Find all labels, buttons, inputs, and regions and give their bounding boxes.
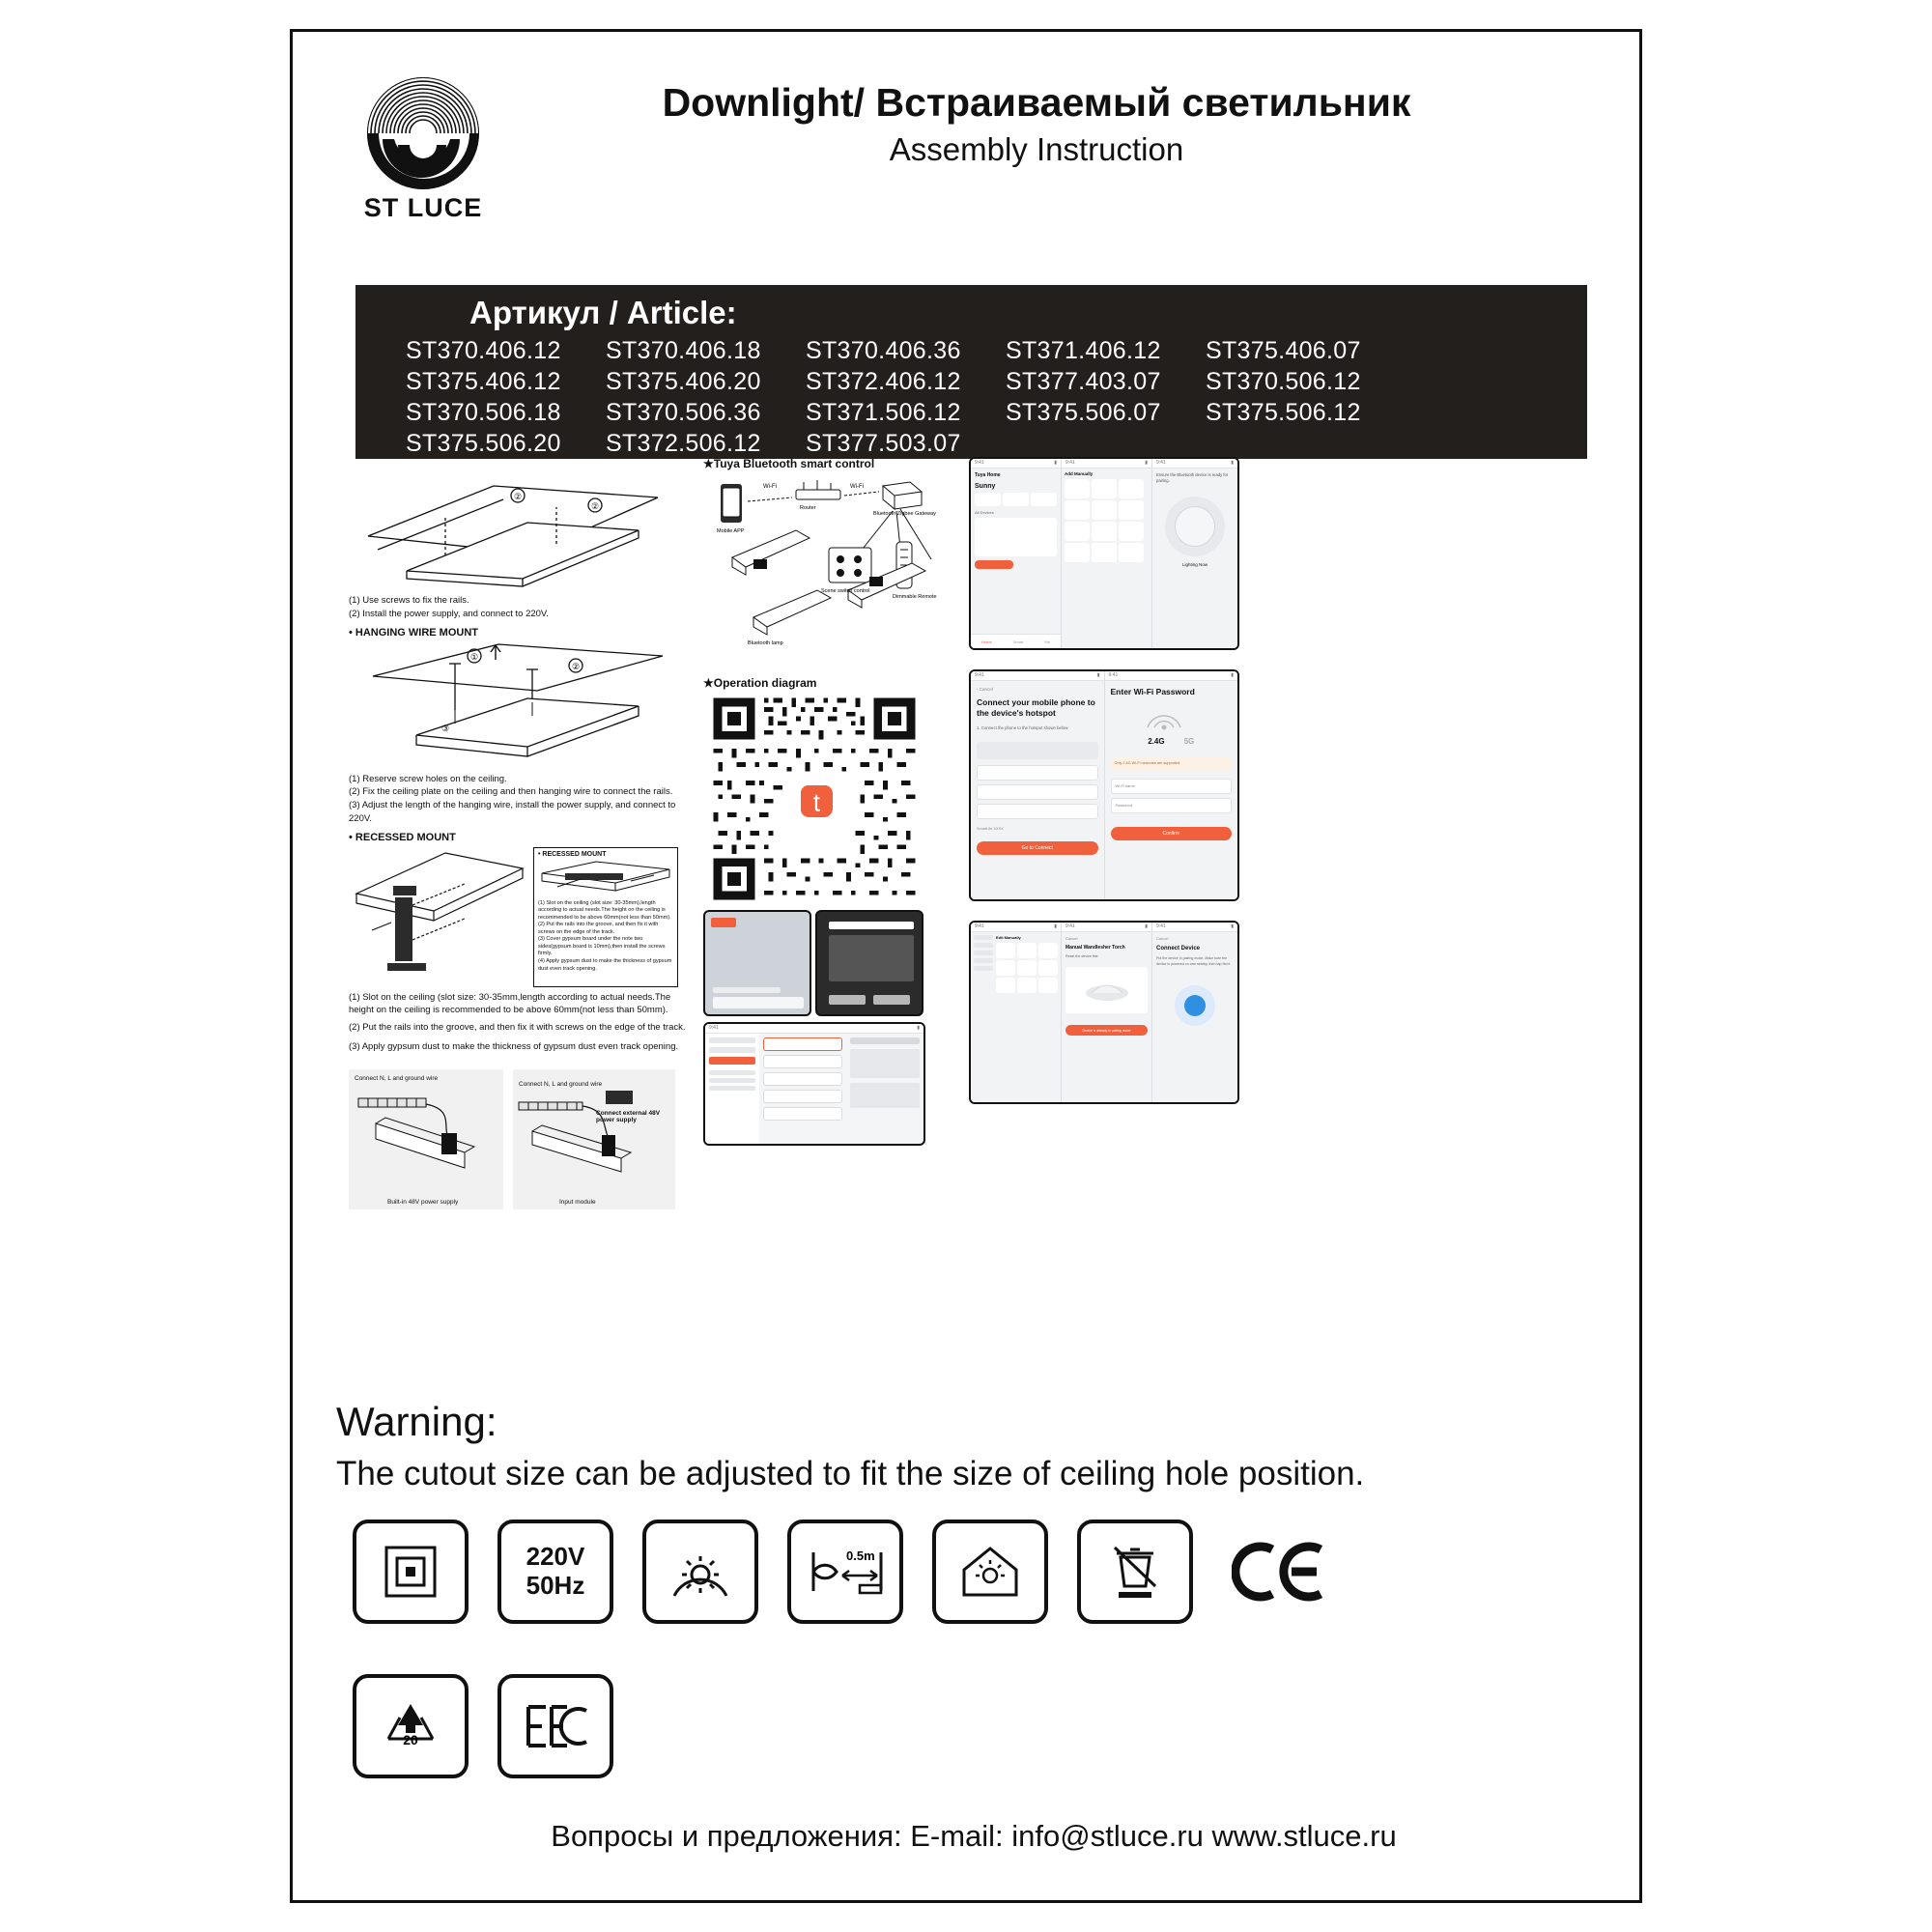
- wiring-figures: [349, 1069, 687, 1209]
- header-titles: [515, 80, 1558, 168]
- svg-text:Bluetooth Zigbee Gateway: Bluetooth Zigbee Gateway: [873, 511, 936, 517]
- svg-text:③: ③: [441, 723, 450, 733]
- recessed-inset-step-2: (2) Put the rails into the groove, and then fix it with screws on the edge of the track.: [538, 922, 659, 935]
- class-ii-insulation-icon: [353, 1520, 469, 1624]
- recessed-inset-title: • RECESSED MOUNT: [538, 850, 607, 858]
- add-device-button[interactable]: [975, 560, 1013, 569]
- article-code: ST370.506.36: [606, 399, 761, 426]
- app-pairing-screens: 9:41 ▮ Edit Manually 9:41 ▮ Cancel Manual Wandlesher Torch Reset the device first Device is already in pairing mode 9:41 ▮ Cancel Connect Device Put the device in pairing mode. Make sure the device is powered on and nearby, then tap Next.: [969, 921, 1239, 1104]
- warning-block: [336, 1399, 1602, 1493]
- instruction-page: [290, 29, 1642, 1903]
- ssid-input[interactable]: Wi-Fi name: [1111, 779, 1233, 794]
- go-to-connect-button[interactable]: Go to Connect: [977, 841, 1098, 855]
- manual-mid-cta[interactable]: Device is already in pairing mode: [1065, 1025, 1148, 1036]
- bluetooth-icon: [1175, 985, 1215, 1026]
- article-code: ST375.506.12: [1206, 399, 1361, 426]
- wiring-external: [513, 1069, 675, 1209]
- svg-text:Router: Router: [800, 505, 816, 511]
- light-dial[interactable]: [1165, 497, 1225, 556]
- surface-step-1: (1) Use screws to fix the rails.: [349, 595, 469, 606]
- recessed-inset: [533, 847, 678, 987]
- article-code: ST375.406.12: [406, 368, 561, 395]
- recycle-20-icon: [353, 1674, 469, 1778]
- app-screenshot-privacy: [815, 910, 923, 1016]
- svg-text:②: ②: [591, 501, 600, 511]
- footer-contact: Вопросы и предложения: E-mail: info@stluce.ru www.stluce.ru: [551, 1819, 1397, 1853]
- article-code: ST372.506.12: [606, 430, 761, 457]
- surface-mount-figure: [349, 478, 687, 621]
- page-header: [293, 32, 1639, 235]
- article-code: ST375.506.07: [1006, 399, 1161, 426]
- clock: 9:41: [975, 460, 984, 466]
- bluetooth-hint: Ensure the Bluetooth device is ready for pairing.: [1156, 472, 1229, 484]
- minimum-distance-icon: [787, 1520, 903, 1624]
- page-title: Downlight/ Встраиваемый светильник: [662, 80, 1411, 125]
- manual-right-cancel[interactable]: Cancel: [1156, 936, 1169, 941]
- tuya-app-pair: [703, 910, 956, 1016]
- wiring-builtin: [349, 1069, 503, 1209]
- manual-mid-cancel[interactable]: Cancel: [1065, 936, 1078, 941]
- article-code: ST375.406.20: [606, 368, 761, 395]
- lamp-beam-icon: [642, 1520, 758, 1624]
- wifi-left-title: Connect your mobile phone to the device's hotspot: [977, 697, 1095, 718]
- voltage-line-1: 220V: [526, 1542, 585, 1572]
- wifi-note: Only 2.4G Wi-Fi networks are supported: [1111, 757, 1233, 771]
- hanging-step-2: (2) Fix the ceiling plate on the ceiling and then hanging wire to connect the rails.: [349, 786, 673, 798]
- nav-home[interactable]: Home: [981, 639, 992, 644]
- brand-name: ST LUCE: [363, 193, 483, 222]
- svg-text:②: ②: [514, 492, 523, 501]
- manual-mid-caption: Reset the device first: [1065, 954, 1098, 958]
- tuya-title: ★Tuya Bluetooth smart control: [703, 457, 875, 470]
- recessed-step-3: (3) Apply gypsum dust to make the thickness of gypsum dust even track opening.: [349, 1040, 679, 1052]
- ce-mark-icon: [1222, 1520, 1338, 1624]
- recessed-inset-step-3: (3) Cover gypsum board under the note two sides(gypsum board is 10mm),then install the screws firmly.: [538, 936, 666, 957]
- svg-text:Dimmable Remote: Dimmable Remote: [893, 594, 937, 600]
- connect-device-title: Connect Device: [1156, 946, 1201, 952]
- tuya-qr-code: [703, 694, 925, 904]
- weather-label: Sunny: [975, 483, 996, 490]
- app-screenshot-video: [703, 910, 811, 1016]
- recessed-step-2: (2) Put the rails into the groove, and then fix it with screws on the edge of the track.: [349, 1022, 686, 1034]
- wiring-right-label: Connect N, L and ground wire: [519, 1080, 603, 1088]
- surface-step-2: (2) Install the power supply, and connect to 220V.: [349, 608, 550, 619]
- nav-smart[interactable]: Smart: [1012, 639, 1024, 644]
- manual-mid-head: Manual Wandlesher Torch: [1065, 945, 1125, 951]
- svg-text:t: t: [812, 789, 820, 817]
- svg-text:Wi-Fi: Wi-Fi: [850, 484, 864, 490]
- recycle-number: 20: [403, 1732, 418, 1747]
- brand-logo: [346, 75, 500, 240]
- recessed-inset-step-1: (1) Slot on the ceiling (slot size: 30-35mm),length according to actual needs.The height on the ceiling is recommended to be above 60mm(not less than 50mm).: [538, 899, 671, 921]
- hanging-mount-heading: • HANGING WIRE MOUNT: [349, 626, 479, 639]
- band-5g: 5G: [1183, 737, 1195, 746]
- eac-mark-icon: [497, 1674, 613, 1778]
- app-home-screens: 9:41 ▮ Tuya Home Sunny All Devices Home Smart Me 9:41 ▮ Add Manually 9:41 ▮ Ensure the Bluetooth device is ready for pairing. Lighting Now: [969, 457, 1239, 650]
- tuya-topology-figure: [703, 474, 956, 663]
- article-code: ST372.406.12: [806, 368, 961, 395]
- indoor-use-icon: [932, 1520, 1048, 1624]
- nav-me[interactable]: Me: [1044, 639, 1050, 644]
- voltage-icon: [497, 1520, 613, 1624]
- clock: 9:41: [709, 1025, 719, 1031]
- wiring-left-caption: Built-in 48V power supply: [387, 1198, 459, 1206]
- article-label: Артикул / Article:: [469, 295, 737, 330]
- app-wifi-screens: 9:41 ▮ ‹ Cancel Connect your mobile phone to the device's hotspot 1. Connect the phone to the hotspot shown below. SmartLife-XXXX Go to Connect 9:41 ▮ Enter Wi-Fi Password 2.4G 5G Only 2.4G Wi-Fi networks are supported Wi-Fi name Password Confirm: [969, 669, 1239, 901]
- hanging-step-1: (1) Reserve screw holes on the ceiling.: [349, 773, 507, 784]
- recessed-mount-figure: [349, 847, 687, 987]
- spiral-logo-icon: [354, 75, 494, 191]
- recessed-drawing: [349, 847, 527, 987]
- hanging-step-3: (3) Adjust the length of the hanging wire, install the power supply, and connect to 220V.: [349, 800, 676, 824]
- article-row: [406, 335, 1587, 366]
- hanging-mount-figure: [349, 642, 687, 826]
- wifi-icon: ▮: [1054, 460, 1057, 466]
- svg-text:Bluetooth lamp: Bluetooth lamp: [748, 640, 783, 646]
- article-code: ST370.406.12: [406, 337, 561, 364]
- article-code: ST377.503.07: [806, 430, 961, 457]
- weee-crossed-bin-icon: [1077, 1520, 1193, 1624]
- svg-text:Mobile APP: Mobile APP: [717, 528, 745, 534]
- page-subtitle: Assembly Instruction: [889, 131, 1184, 168]
- tuya-column: [703, 457, 956, 1146]
- svg-text:Scene switch control: Scene switch control: [821, 588, 870, 594]
- article-row: [406, 428, 1587, 459]
- article-row: [406, 397, 1587, 428]
- article-code: ST375.506.20: [406, 430, 561, 457]
- band-24g: 2.4G: [1148, 737, 1165, 746]
- article-code: ST371.406.12: [1006, 337, 1161, 364]
- article-code: ST370.406.36: [806, 337, 961, 364]
- article-code: ST377.403.07: [1006, 368, 1161, 395]
- svg-text:Wi-Fi: Wi-Fi: [763, 484, 777, 490]
- operation-diagram-title: ★Operation diagram: [703, 676, 817, 690]
- mounting-column: [349, 478, 687, 1209]
- status-bar: [705, 1024, 923, 1034]
- svg-text:0.5m: 0.5m: [846, 1548, 875, 1563]
- svg-text:②: ②: [572, 661, 581, 671]
- article-code: ST375.406.07: [1206, 337, 1361, 364]
- app-screens-column: [969, 457, 1529, 1104]
- wiring-right-label2: Connect external 48V power supply: [596, 1109, 661, 1123]
- add-manually-title: Add Manually: [1065, 471, 1094, 476]
- article-code: ST370.506.12: [1206, 368, 1361, 395]
- light-panel-label: Lighting Now: [1181, 561, 1208, 567]
- recessed-step-1: (1) Slot on the ceiling (slot size: 30-35mm,length according to actual needs.The height on the ceiling is recommended to be above 60mm(not less than 50mm).: [349, 991, 671, 1016]
- confirm-button[interactable]: Confirm: [1111, 827, 1233, 840]
- article-row: [406, 366, 1587, 397]
- symbol-row-1: [353, 1520, 1599, 1624]
- svg-text:①: ①: [470, 651, 479, 662]
- article-code: ST371.506.12: [806, 399, 961, 426]
- manual-left-title: Edit Manually: [996, 935, 1021, 940]
- home-user: Tuya Home: [975, 472, 1001, 478]
- battery-icon: ▮: [917, 1025, 920, 1031]
- connect-device-desc: Put the device in pairing mode. Make sure the device is powered on and nearby, then tap Next.: [1156, 956, 1231, 966]
- back-label[interactable]: ‹ Cancel: [977, 687, 993, 692]
- wifi-right-title: Enter Wi-Fi Password: [1110, 687, 1195, 696]
- voltage-line-2: 50Hz: [526, 1571, 585, 1600]
- wifi-left-desc: 1. Connect the phone to the hotspot shown below.: [977, 725, 1069, 731]
- recessed-inset-step-4: (4) Apply gypsum dust to make the thickness of gypsum dust even track opening.: [538, 957, 672, 972]
- wiring-right-caption: Input module: [559, 1198, 596, 1206]
- wifi-left-note: SmartLife-XXXX: [977, 826, 1004, 831]
- article-code: ST370.506.18: [406, 399, 561, 426]
- symbol-row-2: [353, 1674, 1599, 1778]
- article-block: [355, 285, 1587, 459]
- warning-text: The cutout size can be adjusted to fit the size of ceiling hole position.: [336, 1455, 1365, 1492]
- warning-title: Warning:: [336, 1399, 497, 1444]
- app-screenshot-settings: [703, 1022, 925, 1146]
- wiring-left-label: Connect N, L and ground wire: [355, 1074, 439, 1082]
- article-code: ST370.406.18: [606, 337, 761, 364]
- recessed-mount-heading: • RECESSED MOUNT: [349, 831, 456, 843]
- password-input[interactable]: Password: [1111, 798, 1233, 813]
- home-tabs[interactable]: All Devices: [975, 510, 994, 515]
